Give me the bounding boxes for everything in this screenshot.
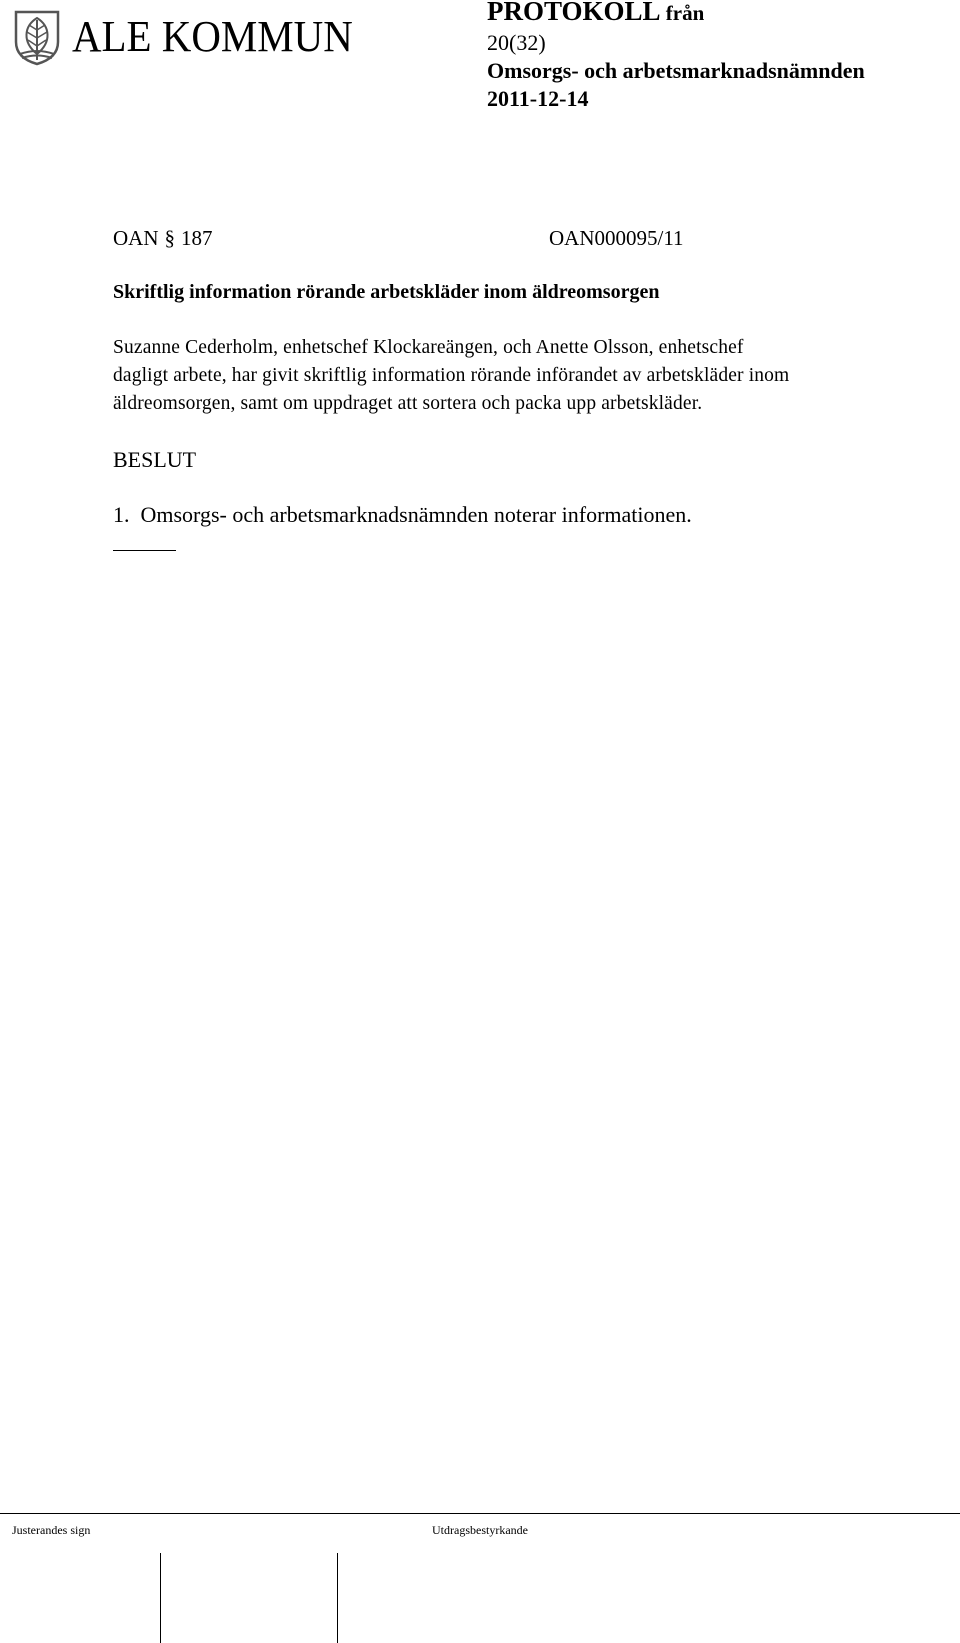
- body-line: Suzanne Cederholm, enhetschef Klockareängen, och Anette Olsson, enhetschef: [113, 337, 744, 358]
- subject-heading: Skriftlig information rörande arbetskläder inom äldreomsorgen: [113, 281, 660, 303]
- body-line: dagligt arbete, har givit skriftlig information rörande införandet av arbetskläder inom: [113, 365, 790, 386]
- body-line: äldreomsorgen, samt om uppdraget att sortera och packa upp arbetskläder.: [113, 393, 703, 414]
- section-symbol: §: [164, 226, 175, 250]
- decision-item: 1. Omsorgs- och arbetsmarknadsnämnden noterar informationen.: [113, 502, 692, 527]
- page-number: 20(32): [487, 30, 546, 55]
- end-rule: [113, 550, 176, 551]
- org-name: ALE KOMMUN: [72, 12, 353, 61]
- case-prefix: OAN: [113, 226, 159, 250]
- sign-label: Justerandes sign: [12, 1523, 91, 1537]
- municipality-logo: [12, 8, 374, 66]
- footer-rule: [0, 1513, 960, 1514]
- signature-divider: [160, 1553, 161, 1643]
- decision-heading: BESLUT: [113, 447, 197, 472]
- leaf-emblem-icon: [12, 8, 62, 66]
- signature-divider: [337, 1553, 338, 1643]
- body-paragraph: [113, 334, 943, 418]
- document-type-label: PROTOKOLL: [487, 0, 660, 26]
- document-type: [487, 0, 865, 25]
- case-paragraph-number: [113, 226, 213, 251]
- excerpt-label: Utdragsbestyrkande: [432, 1523, 528, 1537]
- case-reference: OAN000095/11: [549, 226, 684, 250]
- committee-name: Omsorgs- och arbetsmarknadsnämnden: [487, 58, 865, 83]
- case-number: 187: [181, 226, 213, 250]
- document-header: [487, 0, 865, 110]
- document-type-suffix: från: [665, 1, 705, 25]
- meeting-date: 2011-12-14: [487, 86, 589, 111]
